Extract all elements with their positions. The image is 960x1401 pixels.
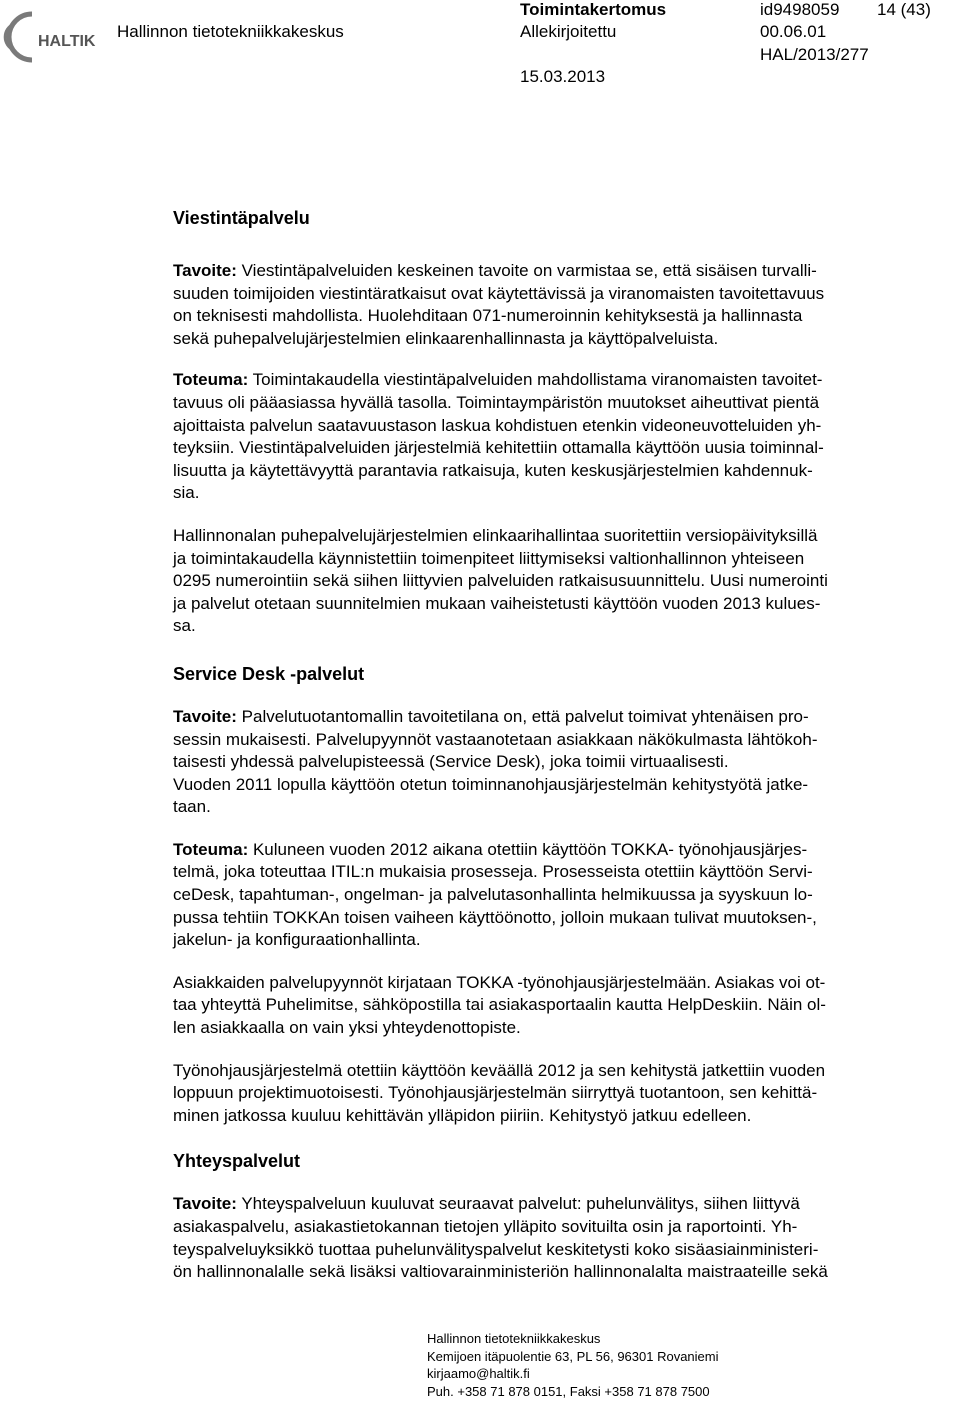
section-heading-yhteyspalvelut: Yhteyspalvelut [173, 1151, 301, 1172]
servicedesk-requests-paragraph: Asiakkaiden palvelupyynnöt kirjataan TOKKA -työnohjausjärjestelmään. Asiakas voi ot- taa yhteyttä Puhelimitse, sähköpostilla tai asiakasportaalin kautta HelpDeskiin. Näin ol- len asiakkaalla on vain yksi yhteydenottopiste. [173, 972, 826, 1038]
page-header [0, 0, 960, 100]
header-status: Allekirjoitettu [520, 22, 617, 41]
goal-label: Tavoite: [173, 706, 237, 726]
section-heading-viestintapalvelu: Viestintäpalvelu [173, 208, 310, 228]
header-page-number: 14 (43) [877, 0, 931, 19]
viestinta-goal-paragraph: Tavoite: Viestintäpalveluiden keskeinen tavoite on varmistaa se, että sisäisen turvalli- suuden toimijoiden viestintäratkaisut ovat käytettävissä ja viranomaisten tavoitettavuus on teknisesti mahdollista. Huolehditaan 071-numeroinnin kehityksestä ja hallinnasta sekä puhepalvelujärjestelmien elinkaarenhallinnasta ja käyttöpalveluista. [173, 261, 825, 348]
goal-label: Tavoite: [173, 1194, 237, 1214]
servicedesk-goal-paragraph: Tavoite: Palvelutuotantomallin tavoitetilana on, että palvelut toimivat yhtenäisen pro- sessin mukaisesti. Palvelupyynnöt vastaanotetaan asiakkaan näkökulmasta lähtökoh- taisesti yhdessä palvelupisteessä (Service Desk), joka toimii virtuaalisesti. Vuoden 2011 lopulla käyttöön otetun toiminnanohjausjärjestelmän kehitystyötä jatke- taan. [173, 706, 818, 817]
footer-email-link[interactable]: kirjaamo@haltik.fi [427, 1366, 530, 1382]
header-organization: Hallinnon tietotekniikkakeskus [117, 22, 344, 41]
header-reference: HAL/2013/277 [760, 45, 869, 64]
section-heading-service-desk: Service Desk -palvelut [173, 663, 365, 684]
yhteys-goal-paragraph: Tavoite: Yhteyspalveluun kuuluvat seuraavat palvelut: puhelunvälitys, siihen liittyvä asiakaspalvelu, asiakastietokannan tietojen ylläpito sovituilta osin ja raportointi. Yh- teyspalveluyksikkö tuottaa puhelunvälityspalvelut keskitetysti koko sisäasiainministeri- ön hallinnonalalle sekä lisäksi valtiovarainministeriön hallinnonalalta maistraateille sekä [173, 1194, 828, 1282]
viestinta-result-paragraph: Toteuma: Toimintakaudella viestintäpalveluiden mahdollistama viranomaisten tavoitet- tavuus oli pääasiassa hyvällä tasolla. Toimintaympäristön muutokset aiheuttivat pientä ajoittaista palvelun saatavuustason laskua kohdistuen etenkin videoneuvotteluiden yh- teyksiin. Viestintäpalveluiden järjestelmiä kehitettiin ottamalla käyttöön uusia toiminnal- lisuutta ja käytettävyyttä parantavia ratkaisuja, kuten keskusjärjestelmien kahdennuk- sia. [173, 370, 824, 503]
footer-phone: Puh. +358 71 878 0151, Faksi +358 71 878 7500 [427, 1383, 710, 1399]
haltik-logo-mark [2, 6, 102, 68]
haltik-logo [2, 6, 102, 68]
page-footer [427, 1330, 719, 1400]
header-doc-id: id9498059 [760, 0, 840, 19]
servicedesk-result-paragraph: Toteuma: Kuluneen vuoden 2012 aikana otettiin käyttöön TOKKA- työnohjausjärjes- telmä, joka toteuttaa ITIL:n mukaisia prosesseja. Prosesseista otettiin käyttöön Servi- ceDesk, tapahtuman-, ongelman- ja palvelutasonhallinta helmikuussa ja syyskuun lo- pussa tehtiin TOKKAn toisen vaiheen käyttöönotto, jolloin mukaan tulivat muutoksen-, jakelun- ja konfiguraationhallinta. [173, 839, 817, 950]
footer-organization: Hallinnon tietotekniikkakeskus [427, 1331, 601, 1346]
header-date: 15.03.2013 [520, 67, 606, 86]
header-classification: 00.06.01 [760, 22, 827, 41]
result-label: Toteuma: [173, 839, 249, 859]
servicedesk-workflow-paragraph: Työnohjausjärjestelmä otettiin käyttöön keväällä 2012 ja sen kehitystä jatkettiin vuoden loppuun projektimuotoisesti. Työnohjausjärjestelmän siirryttyä tuotantoon, sen kehittä- minen jatkossa kuuluu kehittävän ylläpidon piiriin. Kehitystyö jatkuu edelleen. [173, 1060, 826, 1125]
header-doc-type: Toimintakertomus [520, 0, 667, 19]
document-body [173, 206, 951, 1284]
footer-address: Kemijoen itäpuolentie 63, PL 56, 96301 Rovaniemi [427, 1348, 719, 1364]
viestinta-puhepalvelu-paragraph: Hallinnonalan puhepalvelujärjestelmien elinkaarihallintaa suoritettiin versiopäivityksillä ja toimintakaudella käynnistettiin toimenpiteet liittymiseksi valtionhallinnon yhteiseen 0295 numerointiin sekä siihen liittyvien palveluiden ratkaisusuunnittelu. Uusi numerointi ja palvelut otetaan suunnitelmien mukaan vaiheistetusti käyttöön vuoden 2013 kulues- sa. [173, 525, 828, 636]
logo-wordmark: HALTIK [38, 33, 96, 50]
goal-label: Tavoite: [173, 261, 237, 280]
result-label: Toteuma: [173, 370, 249, 390]
